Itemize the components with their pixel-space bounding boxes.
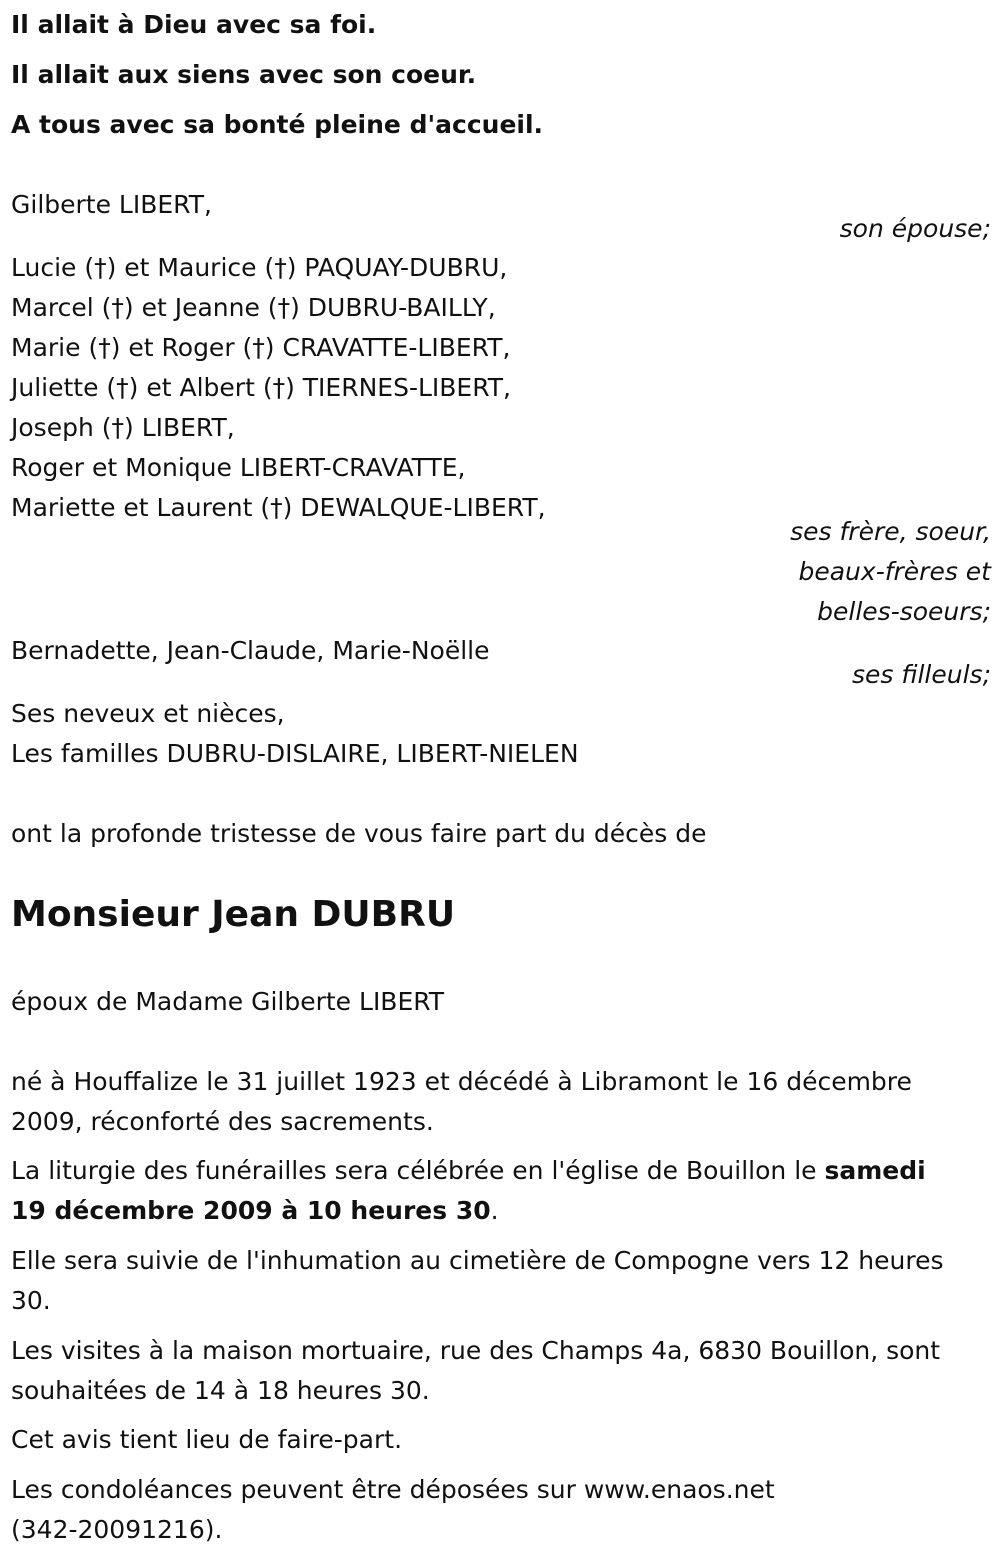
godchildren-relation: ses filleuls; bbox=[851, 660, 991, 689]
poem-line: A tous avec sa bonté pleine d'accueil. bbox=[11, 110, 544, 139]
poem-line: Il allait aux siens avec son coeur. bbox=[11, 60, 477, 89]
announcement-text: ont la profonde tristesse de vous faire part du décès de bbox=[11, 819, 707, 848]
funeral-section bbox=[11, 1151, 991, 1231]
condolences-line: Les condoléances peuvent être déposées sur www.enaos.net bbox=[11, 1475, 775, 1504]
sibling-line: Juliette (†) et Albert (†) TIERNES-LIBERT, bbox=[11, 373, 511, 402]
siblings-relation-line: ses frère, soeur, bbox=[790, 517, 991, 546]
sibling-line: Roger et Monique LIBERT-CRAVATTE, bbox=[11, 453, 466, 482]
notice-section bbox=[11, 1420, 991, 1460]
visits-line: souhaitées de 14 à 18 heures 30. bbox=[11, 1376, 430, 1405]
spouse-relation: son épouse; bbox=[839, 214, 991, 243]
relatives-section bbox=[11, 694, 991, 774]
birth-death-line: né à Houffalize le 31 juillet 1923 et décédé à Libramont le 16 décembre bbox=[11, 1067, 912, 1096]
siblings-relation bbox=[11, 512, 991, 632]
relatives-line: Les familles DUBRU-DISLAIRE, LIBERT-NIELEN bbox=[11, 739, 579, 768]
siblings-section bbox=[11, 248, 991, 632]
deceased-section bbox=[11, 890, 991, 940]
visits-line: Les visites à la maison mortuaire, rue des Champs 4a, 6830 Bouillon, sont bbox=[11, 1336, 941, 1365]
funeral-period: . bbox=[490, 1196, 499, 1225]
poem-line: Il allait à Dieu avec sa foi. bbox=[11, 10, 377, 39]
visits-section bbox=[11, 1331, 991, 1411]
deceased-name: Monsieur Jean DUBRU bbox=[11, 894, 456, 935]
poem bbox=[11, 0, 991, 150]
burial-section bbox=[11, 1241, 991, 1321]
funeral-date-time: 19 décembre 2009 à 10 heures 30 bbox=[11, 1196, 491, 1225]
spouse-of-section bbox=[11, 982, 991, 1022]
sibling-line: Lucie (†) et Maurice (†) PAQUAY-DUBRU, bbox=[11, 253, 508, 282]
siblings-relation-line: belles-soeurs; bbox=[817, 597, 991, 626]
spouse-section bbox=[11, 185, 991, 249]
condolences-line: (342-20091216). bbox=[11, 1515, 223, 1544]
relatives-line: Ses neveux et nièces, bbox=[11, 699, 285, 728]
sibling-line: Joseph (†) LIBERT, bbox=[11, 413, 235, 442]
sibling-line: Marie (†) et Roger (†) CRAVATTE-LIBERT, bbox=[11, 333, 511, 362]
funeral-line-2 bbox=[11, 1191, 991, 1231]
funeral-text: La liturgie des funérailles sera célébrée en l'église de Bouillon le bbox=[11, 1156, 825, 1185]
siblings-relation-line: beaux-frères et bbox=[798, 557, 991, 586]
burial-line: 30. bbox=[11, 1286, 51, 1315]
birth-death-section bbox=[11, 1062, 991, 1142]
funeral-line-1 bbox=[11, 1151, 991, 1191]
spouse-name: Gilberte LIBERT, bbox=[11, 190, 212, 219]
funeral-day: samedi bbox=[824, 1156, 926, 1185]
burial-line: Elle sera suivie de l'inhumation au cimetière de Compogne vers 12 heures bbox=[11, 1246, 944, 1275]
birth-death-line: 2009, réconforté des sacrements. bbox=[11, 1107, 434, 1136]
sibling-line: Mariette et Laurent (†) DEWALQUE-LIBERT, bbox=[11, 493, 546, 522]
godchildren-names: Bernadette, Jean-Claude, Marie-Noëlle bbox=[11, 636, 490, 665]
godchildren-section bbox=[11, 631, 991, 695]
spouse-of-text: époux de Madame Gilberte LIBERT bbox=[11, 987, 445, 1016]
notice-text: Cet avis tient lieu de faire-part. bbox=[11, 1425, 403, 1454]
announcement bbox=[11, 814, 991, 854]
sibling-line: Marcel (†) et Jeanne (†) DUBRU-BAILLY, bbox=[11, 293, 496, 322]
condolences-section bbox=[11, 1470, 991, 1550]
